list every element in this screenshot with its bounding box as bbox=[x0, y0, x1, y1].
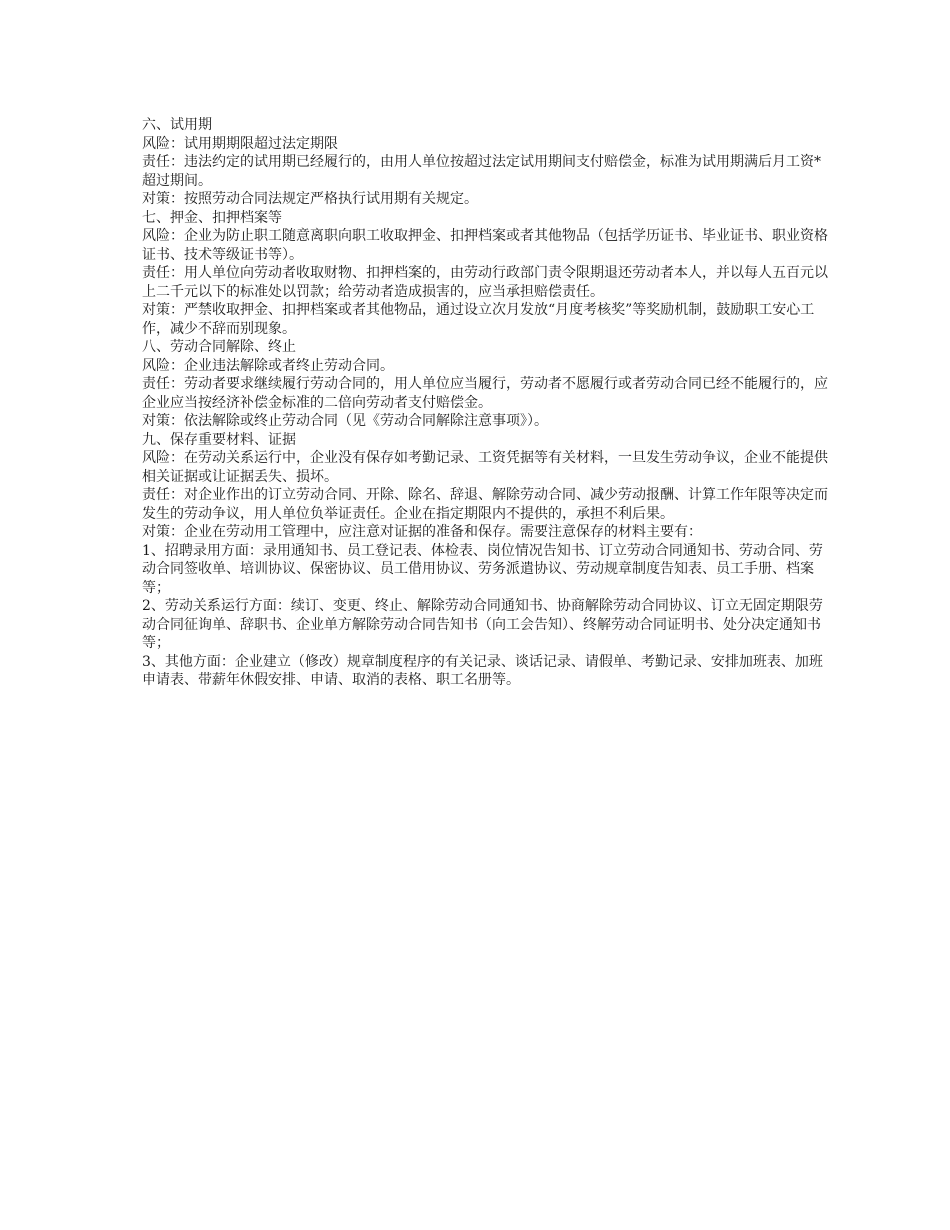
paragraph-liability: 责任：违法约定的试用期已经履行的，由用人单位按超过法定试用期间支付赔偿金，标准为试用期满后月工资*超过期间。 bbox=[142, 154, 821, 189]
list-item-other: 3、其他方面：企业建立（修改）规章制度程序的有关记录、谈话记录、请假单、考勤记录、安排加班表、加班申请表、带薪年休假安排、申请、取消的表格、职工名册等。 bbox=[142, 653, 823, 688]
section-heading-evidence: 九、保存重要材料、证据 bbox=[142, 431, 296, 448]
list-item-labor-relations: 2、劳动关系运行方面：续订、变更、终止、解除劳动合同通知书、协商解除劳动合同协议、订立无固定期限劳动合同征询单、辞职书、企业单方解除劳动合同告知书（向工会告知）、终解劳动合同证明书、处分决定通知书等； bbox=[142, 598, 823, 651]
paragraph-countermeasure: 对策：严禁收取押金、扣押档案或者其他物品，通过设立次月发放“月度考核奖”等奖励机制，鼓励职工安心工作，减少不辞而别现象。 bbox=[142, 302, 815, 337]
paragraph-risk: 风险：试用期期限超过法定期限 bbox=[142, 135, 338, 152]
document-body bbox=[142, 116, 832, 690]
paragraph-liability: 责任：劳动者要求继续履行劳动合同的，用人单位应当履行，劳动者不愿履行或者劳动合同已经不能履行的，应企业应当按经济补偿金标准的二倍向劳动者支付赔偿金。 bbox=[142, 376, 828, 411]
paragraph-countermeasure: 对策：企业在劳动用工管理中，应注意对证据的准备和保存。需要注意保存的材料主要有： bbox=[142, 524, 702, 540]
section-heading-probation: 六、试用期 bbox=[142, 117, 212, 133]
section-heading-termination: 八、劳动合同解除、终止 bbox=[142, 339, 296, 355]
paragraph-risk: 风险：企业违法解除或者终止劳动合同。 bbox=[142, 357, 394, 374]
paragraph-risk: 风险：在劳动关系运行中，企业没有保存如考勤记录、工资凭据等有关材料，一旦发生劳动争议，企业不能提供相关证据或让证据丢失、损坏。 bbox=[142, 450, 828, 485]
paragraph-liability: 责任：对企业作出的订立劳动合同、开除、除名、辞退、解除劳动合同、减少劳动报酬、计算工作年限等决定而发生的劳动争议，用人单位负举证责任。企业在指定期限内不提供的，承担不利后果。 bbox=[142, 487, 828, 522]
paragraph-liability: 责任：用人单位向劳动者收取财物、扣押档案的，由劳动行政部门责令限期退还劳动者本人，并以每人五百元以上二千元以下的标准处以罚款；给劳动者造成损害的，应当承担赔偿责任。 bbox=[142, 265, 828, 300]
paragraph-risk: 风险：企业为防止职工随意离职向职工收取押金、扣押档案或者其他物品（包括学历证书、毕业证书、职业资格证书、技术等级证书等）。 bbox=[142, 228, 828, 263]
paragraph-countermeasure: 对策：按照劳动合同法规定严格执行试用期有关规定。 bbox=[142, 191, 478, 207]
list-item-recruitment: 1、招聘录用方面：录用通知书、员工登记表、体检表、岗位情况告知书、订立劳动合同通知书、劳动合同、劳动合同签收单、培训协议、保密协议、员工借用协议、劳务派遣协议、劳动规章制度告知表、员工手册、档案等； bbox=[142, 542, 823, 596]
paragraph-countermeasure: 对策：依法解除或终止劳动合同（见《劳动合同解除注意事项》）。 bbox=[142, 413, 548, 429]
section-heading-deposit: 七、押金、扣押档案等 bbox=[142, 209, 282, 226]
